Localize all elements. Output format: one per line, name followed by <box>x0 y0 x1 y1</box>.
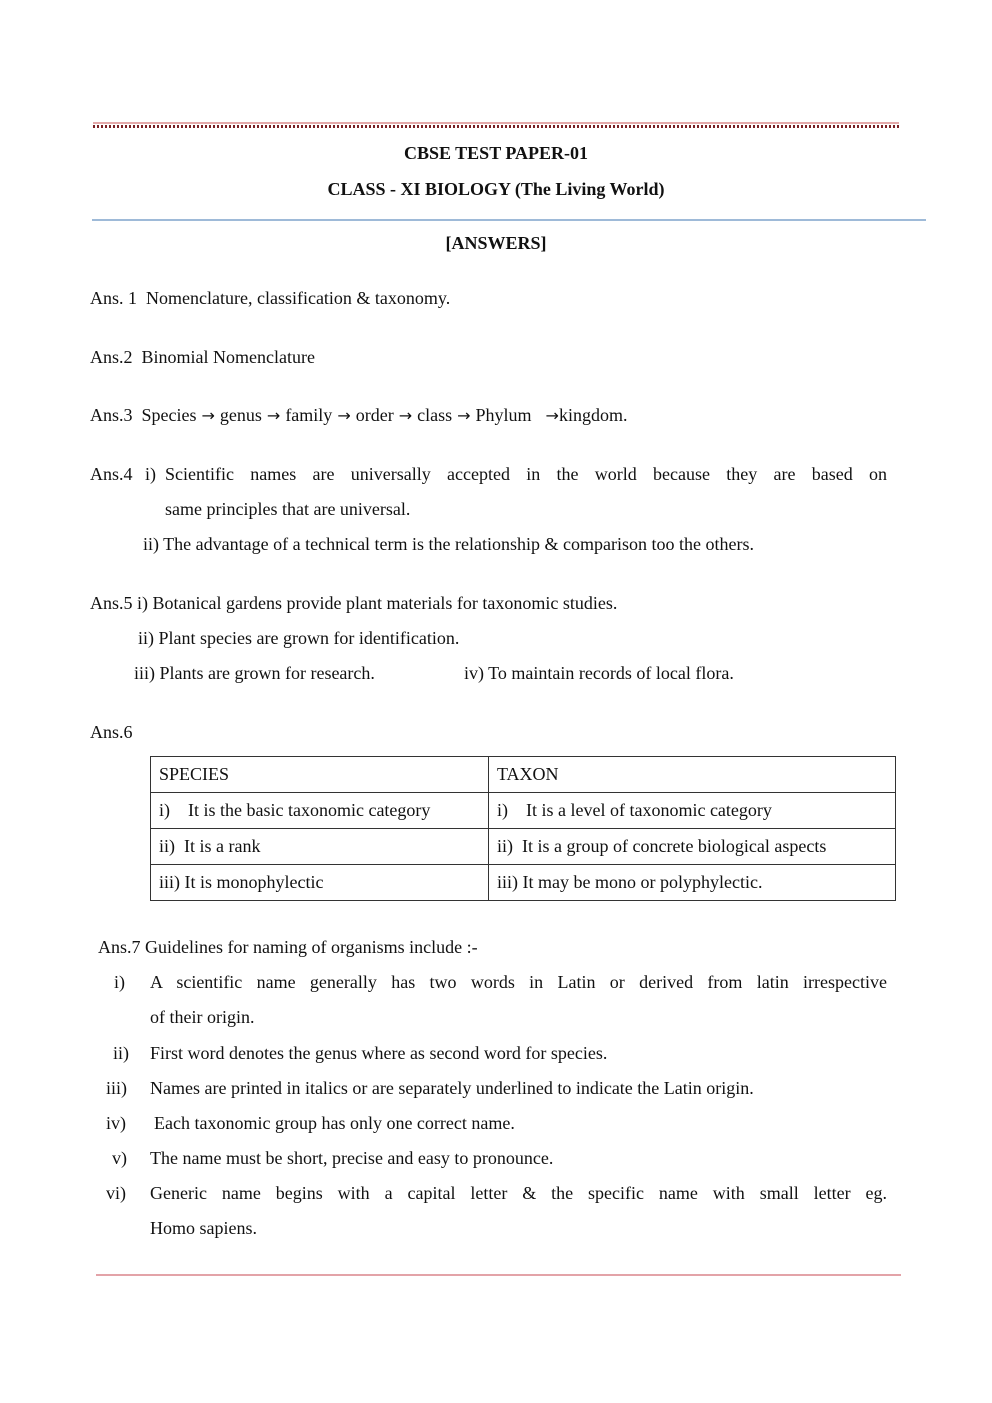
list-item: Each taxonomic group has only one correct name. <box>154 1113 515 1133</box>
list-marker: vi) <box>106 1183 126 1203</box>
table-cell: i) It is a level of taxonomic category <box>489 793 896 829</box>
list-item-continuation: of their origin. <box>150 1007 255 1027</box>
rank-order: order <box>355 405 394 425</box>
list-item: A scientific name generally has two words in Latin or derived from latin irrespective <box>150 972 887 992</box>
answer-1 <box>90 288 450 309</box>
answer-1-label: Ans. 1 <box>90 288 138 308</box>
list-item: Generic name begins with a capital letter & the specific name with small letter eg. <box>150 1183 887 1203</box>
list-marker: iv) <box>106 1113 126 1133</box>
table-row <box>151 829 896 865</box>
list-item-continuation: Homo sapiens. <box>150 1218 257 1238</box>
arrow-right-icon: → <box>398 406 413 425</box>
answer-4-ii: ii) The advantage of a technical term is the relationship & comparison too the others. <box>143 534 754 554</box>
answer-5 <box>90 593 617 614</box>
answer-5-iii: iii) Plants are grown for research. <box>134 663 375 683</box>
table-row <box>151 793 896 829</box>
table-row <box>151 865 896 901</box>
species-taxon-table <box>150 756 896 901</box>
header-taxon: TAXON <box>489 757 896 793</box>
answer-2-label: Ans.2 <box>90 347 133 367</box>
answer-5-iv: iv) To maintain records of local flora. <box>464 663 734 683</box>
top-decorative-rule <box>93 122 899 128</box>
answer-4-label: Ans.4 <box>90 464 133 484</box>
arrow-right-icon: → <box>545 406 559 425</box>
header-species: SPECIES <box>151 757 489 793</box>
paper-subtitle: CLASS - XI BIOLOGY (The Living World) <box>327 179 665 199</box>
list-marker: ii) <box>113 1043 129 1063</box>
table-cell: i) It is the basic taxonomic category <box>151 793 489 829</box>
answer-2-text: Binomial Nomenclature <box>141 347 315 367</box>
list-item: Names are printed in italics or are separately underlined to indicate the Latin origin. <box>150 1078 754 1098</box>
table-cell: ii) It is a group of concrete biological aspects <box>489 829 896 865</box>
arrow-right-icon: → <box>337 406 351 425</box>
list-marker: iii) <box>106 1078 127 1098</box>
answer-5-i: i) Botanical gardens provide plant materials for taxonomic studies. <box>137 593 618 613</box>
table-cell: ii) It is a rank <box>151 829 489 865</box>
answer-1-text: Nomenclature, classification & taxonomy. <box>146 288 451 308</box>
rank-kingdom: kingdom. <box>558 405 628 425</box>
rank-class: class <box>417 405 453 425</box>
answer-6-label: Ans.6 <box>90 722 133 742</box>
header-divider <box>92 219 926 221</box>
table-header-row <box>151 757 896 793</box>
table-cell: iii) It is monophylectic <box>151 865 489 901</box>
arrow-right-icon: → <box>201 406 215 425</box>
table-cell: iii) It may be mono or polyphylectic. <box>489 865 896 901</box>
answer-3 <box>90 405 627 426</box>
answer-2 <box>90 347 315 368</box>
rank-genus: genus <box>219 405 262 425</box>
paper-title: CBSE TEST PAPER-01 <box>403 143 589 163</box>
answer-7-label: Ans.7 Guidelines for naming of organisms include :- <box>98 937 478 957</box>
rank-species: Species <box>141 405 197 425</box>
rank-family: family <box>285 405 333 425</box>
arrow-right-icon: → <box>457 406 471 425</box>
answer-3-label: Ans.3 <box>90 405 133 425</box>
answer-4-i-marker: i) <box>145 464 156 484</box>
answer-4-i-line2: same principles that are universal. <box>165 499 411 519</box>
footer-divider <box>96 1274 901 1276</box>
list-item: First word denotes the genus where as second word for species. <box>150 1043 608 1063</box>
answer-4-i-line1: Scientific names are universally accepted in the world because they are based on <box>165 464 887 484</box>
list-marker: i) <box>114 972 125 992</box>
list-item: The name must be short, precise and easy to pronounce. <box>150 1148 554 1168</box>
answer-5-label: Ans.5 <box>90 593 133 613</box>
arrow-right-icon: → <box>266 406 281 425</box>
section-heading: [ANSWERS] <box>445 233 547 253</box>
list-marker: v) <box>112 1148 127 1168</box>
answer-5-ii: ii) Plant species are grown for identification. <box>138 628 460 648</box>
rank-phylum: Phylum <box>475 405 532 425</box>
